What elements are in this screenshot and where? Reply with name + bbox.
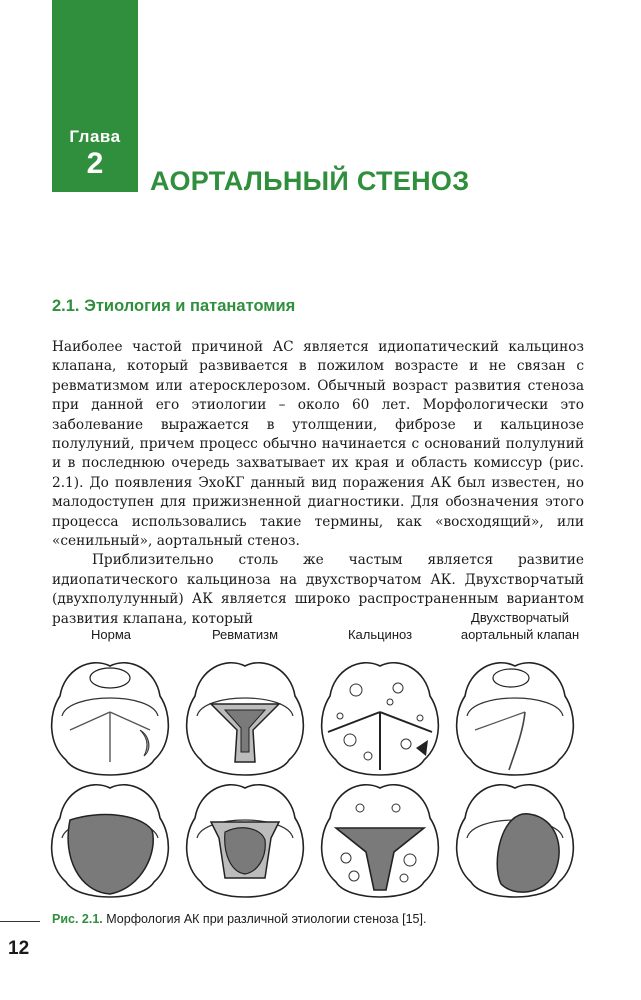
valve-calcinosis-open xyxy=(322,785,439,897)
page-number: 12 xyxy=(8,938,30,959)
valve-rheumatism-open xyxy=(187,785,304,897)
figure-label-rheumatism: Ревматизм xyxy=(211,627,279,642)
caption-text: Морфология АК при различной этиологии стеноза [15]. xyxy=(102,912,427,926)
chapter-number: 2 xyxy=(86,147,104,180)
valve-bicuspid-open xyxy=(457,785,574,897)
body-text xyxy=(52,338,584,629)
caption-rule xyxy=(0,921,40,922)
chapter-box xyxy=(52,0,138,192)
valve-figure xyxy=(44,652,604,912)
figure-label-normal: Норма xyxy=(90,627,131,642)
caption-label: Рис. 2.1. xyxy=(52,912,103,926)
valve-normal-open xyxy=(52,785,169,897)
valve-calcinosis-closed xyxy=(322,663,439,775)
paragraph-2: Приблизительно столь же частым является развитие идиопатического кальциноза на двухстворчатом АК. Двухстворчатый (двухполулунный) АК является широко распространенным вариантом развития клапана, который xyxy=(52,552,584,627)
valve-bicuspid-closed xyxy=(457,663,574,775)
section-heading: 2.1. Этиология и патанатомия xyxy=(52,297,296,315)
valve-normal-closed xyxy=(52,663,169,775)
figure-caption xyxy=(52,912,426,926)
chapter-title: АОРТАЛЬНЫЙ СТЕНОЗ xyxy=(150,166,470,196)
paragraph-1: Наиболее частой причиной АС является идиопатический кальциноз клапана, который развивается в пожилом возрасте и не связан с ревматизмом или атеросклерозом. Обычный возраст развития стеноза при данной его этиологии – около 60 лет. Морфологически это заболевание выражается в утолщении, фиброзе и кальцинозе полулуний, причем процесс обычно начинается с оснований полулуний и в последнюю очередь захватывает их края и область комиссур (рис. 2.1). До появления ЭхоКГ данный вид поражения АК был известен, но малодоступен для прижизненной диагностики. Для обозначения этого процесса использовались такие термины, как «восходящий», или «сенильный», аортальный стеноз. xyxy=(52,339,584,550)
chapter-word: Глава xyxy=(69,127,121,146)
figure-label-calcinosis: Кальциноз xyxy=(347,627,413,642)
figure-label-bicuspid: Двухстворчатый аортальный клапан xyxy=(460,610,580,642)
valve-rheumatism-closed xyxy=(187,663,304,775)
